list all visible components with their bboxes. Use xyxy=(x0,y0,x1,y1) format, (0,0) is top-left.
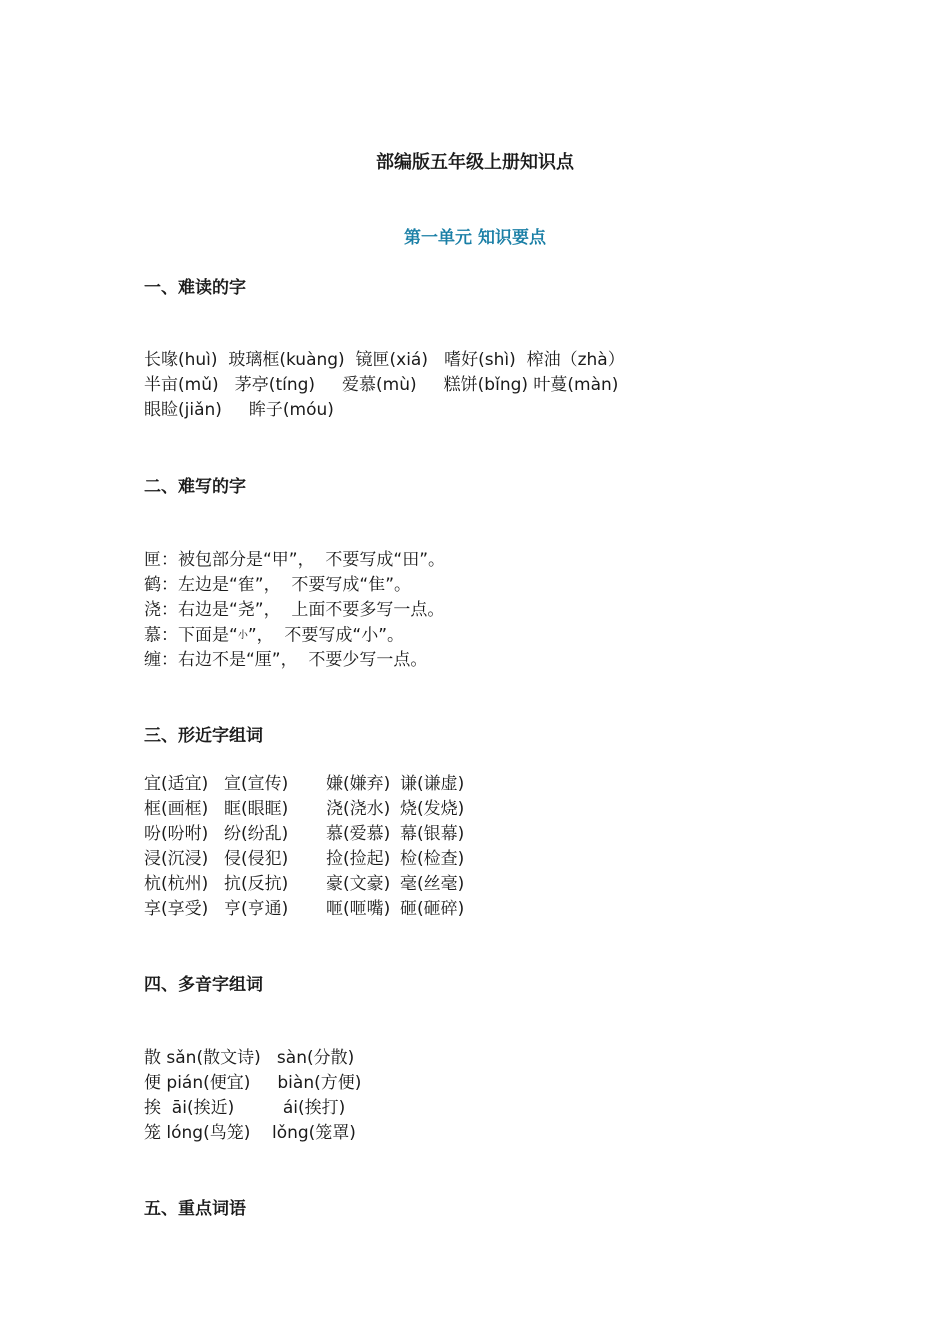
table-cell: 框(画框) xyxy=(144,799,209,819)
mu-line-prefix: 慕：下面是“ xyxy=(144,625,238,646)
list-item: 眼睑(jiǎn) 眸子(móu) xyxy=(144,400,334,420)
table-cell: 捡(捡起) xyxy=(326,849,391,869)
list-item: 浇：右边是“尧”， 上面不要多写一点。 xyxy=(144,600,445,620)
list-item xyxy=(144,623,445,648)
table-cell: 砸(砸碎) xyxy=(400,899,465,919)
table-cell: 浇(浇水) xyxy=(326,799,391,819)
table-cell: 幕(银幕) xyxy=(400,824,465,844)
table-cell: 浸(沉浸) xyxy=(144,849,209,869)
table-cell: 豪(文豪) xyxy=(326,874,391,894)
list-item: 散 sǎn(散文诗) sàn(分散) xyxy=(144,1048,355,1068)
list-item: 匣：被包部分是“甲”， 不要写成“田”。 xyxy=(144,550,446,570)
table-cell: 谦(谦虚) xyxy=(400,774,465,794)
list-item: 鹤：左边是“隺”， 不要写成“隹”。 xyxy=(144,575,412,595)
table-row xyxy=(144,872,480,897)
table-cell: 抗(反抗) xyxy=(224,874,289,894)
table-row xyxy=(144,847,480,872)
section-heading-similar-chars: 三、形近字组词 xyxy=(144,726,263,746)
table-cell: 嫌(嫌弃) xyxy=(326,774,391,794)
unit-title: 第一单元 知识要点 xyxy=(404,228,546,248)
document-title: 部编版五年级上册知识点 xyxy=(376,152,574,173)
table-cell: 纷(纷乱) xyxy=(224,824,289,844)
table-row xyxy=(144,772,480,797)
hard-to-read-list xyxy=(144,348,625,423)
section-heading-hard-to-read: 一、难读的字 xyxy=(144,278,246,298)
list-item: 便 pián(便宜) biàn(方便) xyxy=(144,1073,362,1093)
table-cell: 杭(杭州) xyxy=(144,874,209,894)
hard-to-write-list xyxy=(144,548,445,673)
section-heading-hard-to-write: 二、难写的字 xyxy=(144,477,246,497)
section-heading-key-words: 五、重点词语 xyxy=(144,1199,246,1219)
table-cell: 烧(发烧) xyxy=(400,799,465,819)
table-cell: 享(享受) xyxy=(144,899,209,919)
table-row xyxy=(144,822,480,847)
table-cell: 慕(爱慕) xyxy=(326,824,391,844)
table-cell: 检(检查) xyxy=(400,849,465,869)
polyphonic-list xyxy=(144,1046,361,1146)
mu-line-small-glyph: 小 xyxy=(237,630,248,641)
table-cell: 毫(丝毫) xyxy=(400,874,465,894)
table-cell: 宣(宣传) xyxy=(224,774,289,794)
table-row xyxy=(144,897,480,922)
table-cell: 宜(适宜) xyxy=(144,774,209,794)
mu-line-suffix: ”， 不要写成“小”。 xyxy=(247,625,405,646)
table-cell: 吩(吩咐) xyxy=(144,824,209,844)
table-cell: 咂(咂嘴) xyxy=(326,899,391,919)
list-item: 挨 āi(挨近) ái(挨打) xyxy=(144,1098,346,1118)
table-cell: 侵(侵犯) xyxy=(224,849,289,869)
table-row xyxy=(144,797,480,822)
list-item: 长喙(huì) 玻璃框(kuàng) 镜匣(xiá) 嗜好(shì) 榨油（zhà） xyxy=(144,350,625,370)
similar-chars-table xyxy=(144,772,480,922)
list-item: 半亩(mǔ) 茅亭(tíng) 爱慕(mù) 糕饼(bǐng) 叶蔓(màn) xyxy=(144,375,619,395)
table-cell: 眶(眼眶) xyxy=(224,799,289,819)
table-cell: 亨(亨通) xyxy=(224,899,289,919)
list-item: 笼 lóng(鸟笼) lǒng(笼罩) xyxy=(144,1123,356,1143)
section-heading-polyphonic: 四、多音字组词 xyxy=(144,975,263,995)
list-item: 缠：右边不是“厘”， 不要少写一点。 xyxy=(144,650,428,670)
